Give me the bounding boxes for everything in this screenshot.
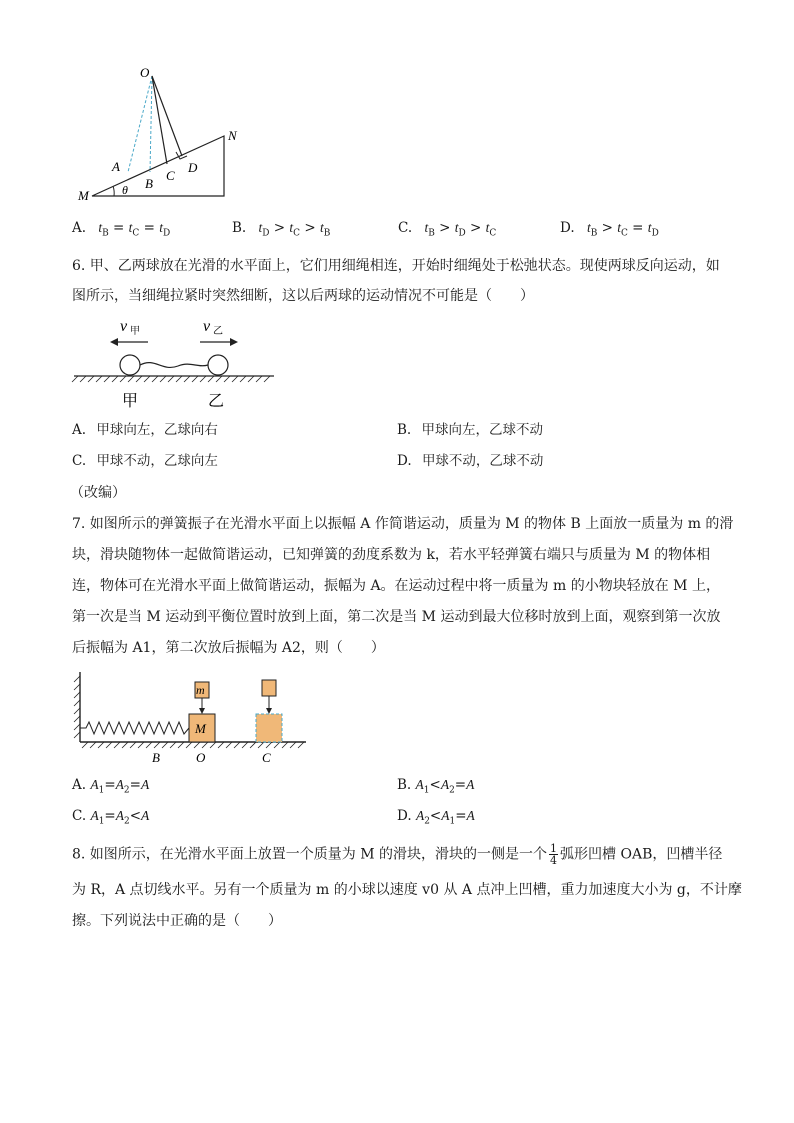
q6-option-b-text: 甲球向左，乙球不动 bbox=[421, 422, 544, 438]
source-note: （改编） bbox=[70, 485, 126, 501]
label-O-pos: O bbox=[196, 750, 206, 765]
q6-option-b[interactable]: B. 甲球向左，乙球不动 bbox=[397, 422, 544, 438]
label-v-yi-sub: 乙 bbox=[213, 326, 223, 337]
q7-text-line2: 块，滑块随物体一起做简谐运动，已知弹簧的劲度系数为 k，若水平轻弹簧右端只与质量为 M 的物体相 bbox=[72, 547, 711, 563]
q7-text-line5: 后振幅为 A1，第二次放后振幅为 A2，则（ ） bbox=[72, 640, 385, 656]
q7-option-c[interactable]: C. $A_1=A_2<A$ bbox=[72, 808, 150, 827]
label-D: D bbox=[188, 160, 198, 175]
label-O: O bbox=[140, 65, 150, 80]
wall-hatch bbox=[74, 676, 80, 738]
label-M: M bbox=[78, 188, 89, 203]
q6-option-a[interactable]: A. 甲球向左，乙球向右 bbox=[72, 422, 218, 438]
q7-option-d[interactable]: D. $A_2<A_1=A$ bbox=[397, 808, 475, 827]
q8-text-line2: 为 R，A 点切线水平。另有一个质量为 m 的小球以速度 v0 从 A 点冲上凹槽，重力加速度大小为 g，不计摩 bbox=[72, 882, 742, 898]
label-B: B bbox=[145, 176, 153, 191]
block-m-above-C bbox=[262, 680, 276, 696]
label-C: C bbox=[166, 168, 175, 183]
q7-option-b[interactable]: B. $A_1<A_2=A$ bbox=[397, 777, 475, 796]
q5-incline-figure bbox=[70, 60, 270, 205]
q6-balls-figure bbox=[70, 312, 280, 412]
fraction-quarter: $\frac{1}{4}$ bbox=[550, 842, 558, 867]
q7-spring-figure bbox=[70, 668, 310, 768]
chord-OB bbox=[150, 76, 152, 172]
q5-option-b[interactable]: B. $t_D > t_C > t_B$ bbox=[232, 220, 331, 239]
label-ball-jia: 甲 bbox=[122, 393, 139, 410]
q7-text-line3: 连，物体可在光滑水平面上做简谐运动，振幅为 A。在运动过程中将一质量为 m 的小物块轻放在 M 上， bbox=[72, 578, 720, 594]
label-B-pos: B bbox=[152, 750, 160, 765]
chord-OC bbox=[152, 76, 167, 164]
q6-text-line1: 6. 甲、乙两球放在光滑的水平面上，它们用细绳相连，开始时细绳处于松弛状态。现使两球反向运动，如 bbox=[72, 258, 720, 274]
q5-option-c[interactable]: C. $t_B > t_D > t_C$ bbox=[398, 220, 497, 239]
q6-text-line2: 图所示，当细绳拉紧时突然细断，这以后两球的运动情况不可能是（ ） bbox=[72, 288, 534, 304]
q5-option-d[interactable]: D. $t_B > t_C = t_D$ bbox=[560, 220, 659, 239]
q6-option-d[interactable]: D. 甲球不动，乙球不动 bbox=[397, 453, 544, 469]
drop-arrow-2-head bbox=[266, 708, 272, 714]
label-v-jia-sub: 甲 bbox=[130, 326, 140, 337]
ground-hatch bbox=[72, 376, 270, 382]
chord-OA bbox=[128, 76, 152, 172]
label-ball-yi: 乙 bbox=[208, 393, 225, 410]
floor-hatch bbox=[82, 742, 304, 748]
label-block-m: m bbox=[196, 683, 205, 697]
q6-option-c-text: 甲球不动，乙球向左 bbox=[96, 453, 218, 469]
q6-option-c[interactable]: C. 甲球不动，乙球向左 bbox=[72, 453, 218, 469]
label-A: A bbox=[112, 159, 120, 174]
q5-option-a[interactable]: A. $t_B = t_C = t_D$ bbox=[72, 220, 171, 239]
ball-jia bbox=[120, 355, 140, 375]
q8-text-line1: 8. 如图所示，在光滑水平面上放置一个质量为 M 的滑块，滑块的一侧是一个 $\frac{1}{4}$ 弧形凹槽 OAB，凹槽半径 bbox=[72, 842, 723, 867]
q7-text-line4: 第一次是当 M 运动到平衡位置时放到上面，第二次是当 M 运动到最大位移时放到上面，观察到第一次放 bbox=[72, 609, 721, 625]
q7-text-line1: 7. 如图所示的弹簧振子在光滑水平面上以振幅 A 作简谐运动，质量为 M 的物体 B 上面放一质量为 m 的滑 bbox=[72, 516, 734, 532]
drop-arrow-1-head bbox=[199, 708, 205, 714]
arrow-yi-head bbox=[230, 338, 238, 346]
q6-option-d-text: 甲球不动，乙球不动 bbox=[421, 453, 544, 469]
string bbox=[140, 363, 208, 368]
label-v-jia: v bbox=[120, 318, 128, 335]
block-M-at-C bbox=[256, 714, 282, 742]
spring bbox=[80, 722, 189, 734]
ball-yi bbox=[208, 355, 228, 375]
q7-option-a[interactable]: A. $A_1=A_2=A$ bbox=[72, 777, 150, 796]
q6-option-a-text: 甲球向左，乙球向右 bbox=[96, 422, 218, 438]
chord-OD bbox=[152, 76, 182, 156]
label-C-pos: C bbox=[262, 750, 271, 765]
theta-arc bbox=[113, 186, 114, 196]
label-v-yi: v bbox=[203, 318, 211, 335]
label-N: N bbox=[228, 128, 237, 143]
label-block-M: M bbox=[195, 721, 206, 736]
arrow-jia-head bbox=[110, 338, 118, 346]
q8-text-line3: 擦。下列说法中正确的是（ ） bbox=[72, 913, 282, 929]
label-theta: θ bbox=[122, 183, 128, 197]
